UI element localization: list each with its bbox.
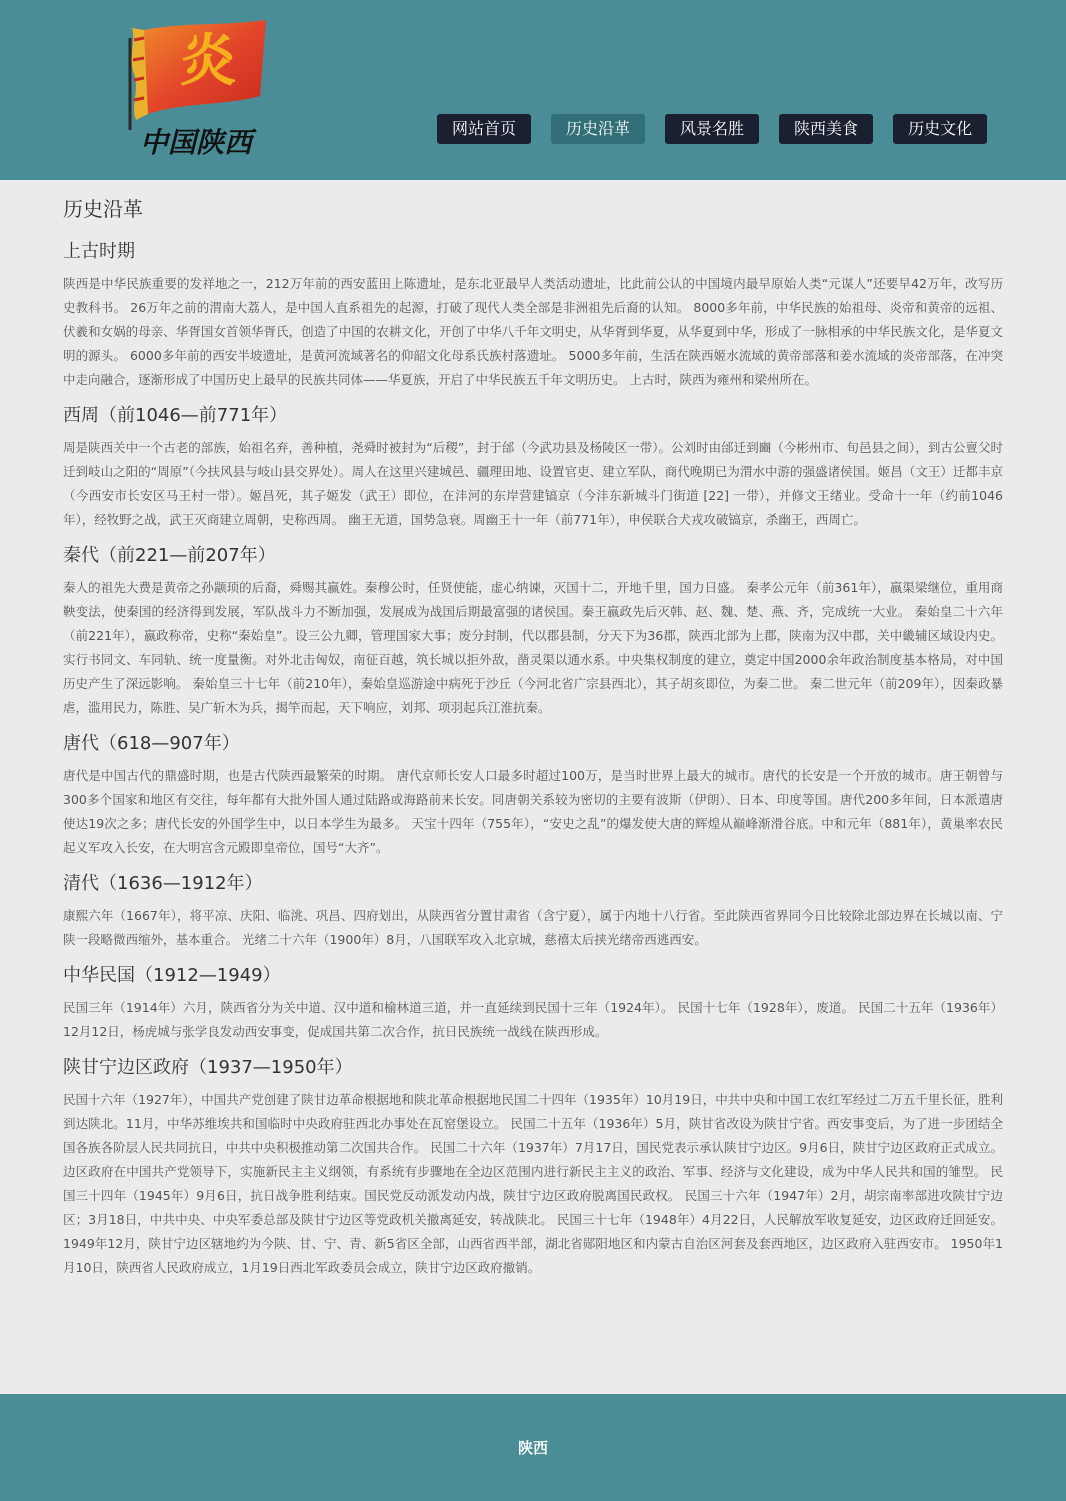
site-footer [0,1394,1066,1501]
section-republic [63,960,1003,1044]
section-title: 唐代（618—907年） [63,733,240,754]
section-text: 康熙六年（1667年），将平凉、庆阳、临洮、巩昌、四府划出，从陕西省分置甘肃省（含宁夏），属于内地十八行省。至此陕西省界同今日比较除北部边界在长城以南、宁陕一段略微西缩外，基本重合。 光绪二十六年（1900年）8月，八国联军攻入北京城，慈禧太后挟光绪帝西逃西安。 [63,908,1003,947]
nav-home[interactable]: 网站首页 [437,114,531,144]
nav-food[interactable]: 陕西美食 [779,114,873,144]
section-title: 上古时期 [63,241,135,262]
section-western-zhou [63,400,1003,532]
nav-scenery[interactable]: 风景名胜 [665,114,759,144]
site-logo[interactable] [124,18,269,160]
flag-logo-icon [124,18,269,160]
main-content [63,192,1003,1288]
page-title: 历史沿革 [63,197,143,221]
section-title: 清代（1636—1912年） [63,873,263,894]
section-text: 秦人的祖先大费是黄帝之孙颛顼的后裔，舜赐其嬴姓。秦穆公时，任贤使能，虚心纳谏，灭国十二，开地千里，国力日盛。 秦孝公元年（前361年），嬴渠梁继位，重用商鞅变法，使秦国的经济得到发展，军队战斗力不断加强，发展成为战国后期最富强的诸侯国。秦王嬴政先后灭韩、赵、魏、楚、燕、齐，完成统一大业。 秦始皇二十六年（前221年），嬴政称帝，史称“秦始皇”。设三公九卿，管理国家大事；废分封制，代以郡县制，分天下为36郡，陕西北部为上郡，陕南为汉中郡，关中畿辅区域设内史。实行书同文、车同轨、统一度量衡。对外北击匈奴，南征百越，筑长城以拒外敌，凿灵渠以通水系。中央集权制度的建立，奠定中国2000余年政治制度基本格局，对中国历史产生了深远影响。 秦始皇三十七年（前210年），秦始皇巡游途中病死于沙丘（今河北省广宗县西北），其子胡亥即位，为秦二世。 秦二世元年（前209年），因秦政暴虐，滥用民力，陈胜、吴广斩木为兵，揭竿而起，天下响应，刘邦、项羽起兵江淮抗秦。 [63,580,1003,715]
section-title: 中华民国（1912—1949） [63,965,281,986]
flag-character: 炎 [180,28,236,94]
main-nav [437,114,987,144]
section-tang [63,728,1003,860]
section-qin [63,540,1003,720]
section-text: 唐代是中国古代的鼎盛时期，也是古代陕西最繁荣的时期。 唐代京师长安人口最多时超过100万，是当时世界上最大的城市。唐代的长安是一个开放的城市。唐王朝曾与300多个国家和地区有交往，每年都有大批外国人通过陆路或海路前来长安。同唐朝关系较为密切的主要有波斯（伊朗）、日本、印度等国。唐代200多年间，日本派遣唐使达19次之多；唐代长安的外国学生中，以日本学生为最多。 天宝十四年（755年），“安史之乱”的爆发使大唐的辉煌从巅峰渐滑谷底。中和元年（881年），黄巢率农民起义军攻入长安，在大明宫含元殿即皇帝位，国号“大齐”。 [63,768,1003,855]
section-text: 陕西是中华民族重要的发祥地之一，212万年前的西安蓝田上陈遗址，是东北亚最早人类活动遗址，比此前公认的中国境内最早原始人类“元谋人”还要早42万年，改写历史教科书。 26万年之前的渭南大荔人，是中国人直系祖先的起源，打破了现代人类全部是非洲祖先后裔的认知。 8000多年前，中华民族的始祖母、炎帝和黄帝的远祖、伏羲和女娲的母亲、华胥国女首领华胥氏，创造了中国的农耕文化，开创了中华八千年文明史，从华胥到华夏，从华夏到中华，形成了一脉相承的中华民族文化，是华夏文明的源头。 6000多年前的西安半坡遗址，是黄河流域著名的仰韶文化母系氏族村落遗址。 5000多年前，生活在陕西姬水流域的黄帝部落和姜水流域的炎帝部落，在冲突中走向融合，逐渐形成了中国历史上最早的民族共同体——华夏族，开启了中华民族五千年文明历史。 上古时，陕西为雍州和梁州所在。 [63,276,1003,387]
section-title: 秦代（前221—前207年） [63,545,276,566]
section-border-region [63,1052,1003,1280]
site-header [0,0,1066,180]
section-text: 周是陕西关中一个古老的部族，始祖名弃，善种植，尧舜时被封为“后稷”，封于邰（今武功县及杨陵区一带）。公刘时由邰迁到豳（今彬州市、旬邑县之间），到古公亶父时迁到岐山之阳的“周原”（今扶风县与岐山县交界处）。周人在这里兴建城邑、疆理田地、设置官吏、建立军队，商代晚期已为渭水中游的强盛诸侯国。姬昌（文王）迁都丰京（今西安市长安区马王村一带）。姬昌死，其子姬发（武王）即位，在沣河的东岸营建镐京（今沣东新城斗门街道 [22] 一带），并修文王绪业。受命十一年（约前1046年），经牧野之战，武王灭商建立周朝，史称西周。 幽王无道，国势急衰。周幽王十一年（前771年），申侯联合犬戎攻破镐京，杀幽王，西周亡。 [63,440,1003,527]
logo-text: 中国陕西 [139,126,253,159]
section-title: 陕甘宁边区政府（1937—1950年） [63,1057,353,1078]
section-text: 民国三年（1914年）六月，陕西省分为关中道、汉中道和榆林道三道，并一直延续到民国十三年（1924年）。 民国十七年（1928年），废道。 民国二十五年（1936年）12月12日，杨虎城与张学良发动西安事变，促成国共第二次合作，抗日民族统一战线在陕西形成。 [63,1000,1003,1039]
nav-culture[interactable]: 历史文化 [893,114,987,144]
nav-history[interactable]: 历史沿革 [551,114,645,144]
section-ancient [63,236,1003,392]
section-qing [63,868,1003,952]
section-text: 民国十六年（1927年），中国共产党创建了陕甘边革命根据地和陕北革命根据地民国二十四年（1935年）10月19日，中共中央和中国工农红军经过二万五千里长征，胜利到达陕北。11月，中华苏维埃共和国临时中央政府驻西北办事处在瓦窑堡设立。 民国二十五年（1936年）5月，陕甘省改设为陕甘宁省。西安事变后，为了进一步团结全国各族各阶层人民共同抗日，中共中央积极推动第二次国共合作。 民国二十六年（1937年）7月17日，国民党表示承认陕甘宁边区。9月6日，陕甘宁边区政府正式成立。边区政府在中国共产党领导下，实施新民主主义纲领，有系统有步骤地在全边区范围内进行新民主主义的政治、军事、经济与文化建设，成为中华人民共和国的雏型。 民国三十四年（1945年）9月6日，抗日战争胜利结束。国民党反动派发动内战，陕甘宁边区政府脱离国民政权。 民国三十六年（1947年）2月，胡宗南率部进攻陕甘宁边区；3月18日，中共中央、中央军委总部及陕甘宁边区等党政机关撤离延安，转战陕北。 民国三十七年（1948年）4月22日，人民解放军收复延安，边区政府迁回延安。 1949年12月，陕甘宁边区辖地约为今陕、甘、宁、青、新5省区全部，山西省西半部，湖北省郧阳地区和内蒙古自治区河套及套西地区，边区政府入驻西安市。 1950年1月10日，陕西省人民政府成立，1月19日西北军政委员会成立，陕甘宁边区政府撤销。 [63,1092,1003,1275]
section-title: 西周（前1046—前771年） [63,405,288,426]
footer-text: 陕西 [517,1439,548,1457]
